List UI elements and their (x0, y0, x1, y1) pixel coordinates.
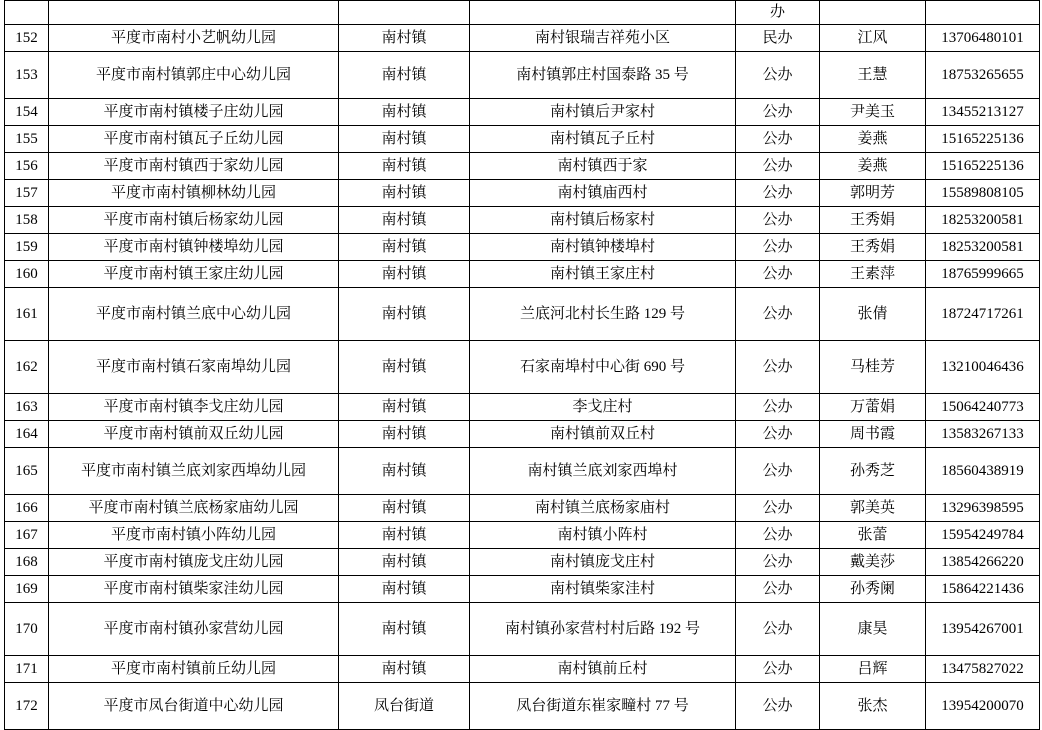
cell-town: 南村镇 (339, 207, 470, 234)
cell-phone (926, 1, 1040, 25)
cell-phone: 13455213127 (926, 99, 1040, 126)
cell-name (49, 1, 339, 25)
cell-type: 公办 (736, 549, 820, 576)
cell-index: 161 (5, 288, 49, 341)
cell-type: 公办 (736, 126, 820, 153)
table-row (5, 576, 1040, 603)
cell-type: 公办 (736, 421, 820, 448)
cell-town: 南村镇 (339, 261, 470, 288)
cell-town: 南村镇 (339, 394, 470, 421)
table-row (5, 603, 1040, 656)
cell-town: 南村镇 (339, 549, 470, 576)
cell-name: 平度市南村镇石家南埠幼儿园 (49, 341, 339, 394)
cell-town: 南村镇 (339, 341, 470, 394)
cell-address: 南村镇后杨家村 (470, 207, 736, 234)
cell-address: 南村镇后尹家村 (470, 99, 736, 126)
cell-principal: 马桂芳 (820, 341, 926, 394)
cell-name: 平度市南村镇钟楼埠幼儿园 (49, 234, 339, 261)
cell-type: 公办 (736, 448, 820, 495)
cell-address: 南村银瑞吉祥苑小区 (470, 25, 736, 52)
kindergarten-registry-table (4, 0, 1040, 730)
cell-type: 民办 (736, 25, 820, 52)
cell-address: 南村镇钟楼埠村 (470, 234, 736, 261)
table-row (5, 341, 1040, 394)
cell-principal: 江风 (820, 25, 926, 52)
cell-index: 168 (5, 549, 49, 576)
table-row (5, 261, 1040, 288)
table-row (5, 448, 1040, 495)
cell-address: 南村镇前双丘村 (470, 421, 736, 448)
cell-principal: 万蕾娟 (820, 394, 926, 421)
cell-town: 南村镇 (339, 421, 470, 448)
table-row (5, 234, 1040, 261)
cell-type: 公办 (736, 288, 820, 341)
cell-town: 南村镇 (339, 448, 470, 495)
cell-principal: 康昊 (820, 603, 926, 656)
cell-principal: 姜燕 (820, 126, 926, 153)
cell-index: 169 (5, 576, 49, 603)
cell-address: 南村镇兰底刘家西埠村 (470, 448, 736, 495)
cell-phone: 15064240773 (926, 394, 1040, 421)
cell-name: 平度市南村镇李戈庄幼儿园 (49, 394, 339, 421)
cell-name: 平度市南村镇楼子庄幼儿园 (49, 99, 339, 126)
cell-town: 南村镇 (339, 234, 470, 261)
cell-name: 平度市南村镇王家庄幼儿园 (49, 261, 339, 288)
cell-address: 南村镇王家庄村 (470, 261, 736, 288)
cell-town: 南村镇 (339, 126, 470, 153)
cell-address: 南村镇庞戈庄村 (470, 549, 736, 576)
table-row-partial (5, 1, 1040, 25)
cell-principal: 张杰 (820, 683, 926, 730)
table-row (5, 207, 1040, 234)
cell-type: 公办 (736, 234, 820, 261)
cell-address: 南村镇柴家洼村 (470, 576, 736, 603)
table-row (5, 99, 1040, 126)
cell-town: 南村镇 (339, 25, 470, 52)
cell-name: 平度市南村镇兰底刘家西埠幼儿园 (49, 448, 339, 495)
cell-principal: 王慧 (820, 52, 926, 99)
cell-principal: 孙秀阑 (820, 576, 926, 603)
cell-town: 南村镇 (339, 288, 470, 341)
cell-address: 石家南埠村中心街 690 号 (470, 341, 736, 394)
cell-index: 152 (5, 25, 49, 52)
cell-phone: 13854266220 (926, 549, 1040, 576)
cell-index: 163 (5, 394, 49, 421)
cell-town: 凤台街道 (339, 683, 470, 730)
cell-type: 办 (736, 1, 820, 25)
cell-type: 公办 (736, 261, 820, 288)
cell-type: 公办 (736, 656, 820, 683)
cell-principal: 王秀娟 (820, 234, 926, 261)
cell-address: 南村镇孙家营村村后路 192 号 (470, 603, 736, 656)
cell-index (5, 1, 49, 25)
cell-name: 平度市南村镇后杨家幼儿园 (49, 207, 339, 234)
cell-phone: 18253200581 (926, 234, 1040, 261)
cell-type: 公办 (736, 576, 820, 603)
cell-type: 公办 (736, 683, 820, 730)
cell-principal: 张蕾 (820, 522, 926, 549)
cell-phone: 13954200070 (926, 683, 1040, 730)
cell-phone: 18724717261 (926, 288, 1040, 341)
cell-name: 平度市南村镇庞戈庄幼儿园 (49, 549, 339, 576)
cell-name: 平度市南村镇柴家洼幼儿园 (49, 576, 339, 603)
table-row (5, 288, 1040, 341)
cell-type: 公办 (736, 99, 820, 126)
table-row (5, 180, 1040, 207)
cell-index: 160 (5, 261, 49, 288)
cell-town (339, 1, 470, 25)
cell-phone: 18753265655 (926, 52, 1040, 99)
cell-town: 南村镇 (339, 52, 470, 99)
cell-principal: 郭美英 (820, 495, 926, 522)
cell-address: 南村镇瓦子丘村 (470, 126, 736, 153)
cell-index: 162 (5, 341, 49, 394)
cell-address: 李戈庄村 (470, 394, 736, 421)
cell-phone: 13954267001 (926, 603, 1040, 656)
cell-town: 南村镇 (339, 522, 470, 549)
cell-principal: 周书霞 (820, 421, 926, 448)
cell-town: 南村镇 (339, 576, 470, 603)
cell-phone: 18765999665 (926, 261, 1040, 288)
cell-index: 166 (5, 495, 49, 522)
cell-address (470, 1, 736, 25)
cell-address: 南村镇西于家 (470, 153, 736, 180)
cell-index: 172 (5, 683, 49, 730)
cell-address: 凤台街道东崔家疃村 77 号 (470, 683, 736, 730)
table-row (5, 549, 1040, 576)
cell-address: 南村镇郭庄村国泰路 35 号 (470, 52, 736, 99)
cell-town: 南村镇 (339, 603, 470, 656)
cell-name: 平度市南村镇郭庄中心幼儿园 (49, 52, 339, 99)
cell-phone: 15165225136 (926, 153, 1040, 180)
cell-phone: 13296398595 (926, 495, 1040, 522)
cell-principal: 张倩 (820, 288, 926, 341)
cell-index: 167 (5, 522, 49, 549)
cell-principal: 姜燕 (820, 153, 926, 180)
cell-town: 南村镇 (339, 656, 470, 683)
cell-name: 平度市南村镇兰底中心幼儿园 (49, 288, 339, 341)
cell-index: 170 (5, 603, 49, 656)
cell-principal: 吕辉 (820, 656, 926, 683)
cell-index: 154 (5, 99, 49, 126)
table-row (5, 421, 1040, 448)
table-row (5, 153, 1040, 180)
cell-index: 165 (5, 448, 49, 495)
cell-name: 平度市凤台街道中心幼儿园 (49, 683, 339, 730)
cell-index: 164 (5, 421, 49, 448)
cell-phone: 13583267133 (926, 421, 1040, 448)
cell-principal: 尹美玉 (820, 99, 926, 126)
cell-name: 平度市南村镇柳林幼儿园 (49, 180, 339, 207)
cell-phone: 13706480101 (926, 25, 1040, 52)
table-row (5, 126, 1040, 153)
cell-phone: 15165225136 (926, 126, 1040, 153)
cell-town: 南村镇 (339, 495, 470, 522)
cell-principal: 郭明芳 (820, 180, 926, 207)
cell-principal: 王素萍 (820, 261, 926, 288)
cell-phone: 15864221436 (926, 576, 1040, 603)
table-row (5, 683, 1040, 730)
cell-phone: 15954249784 (926, 522, 1040, 549)
cell-index: 158 (5, 207, 49, 234)
cell-address: 南村镇兰底杨家庙村 (470, 495, 736, 522)
cell-type: 公办 (736, 522, 820, 549)
table-row (5, 394, 1040, 421)
cell-phone: 18560438919 (926, 448, 1040, 495)
cell-type: 公办 (736, 394, 820, 421)
cell-principal: 孙秀芝 (820, 448, 926, 495)
cell-town: 南村镇 (339, 180, 470, 207)
cell-index: 153 (5, 52, 49, 99)
cell-type: 公办 (736, 495, 820, 522)
cell-index: 159 (5, 234, 49, 261)
cell-type: 公办 (736, 341, 820, 394)
cell-town: 南村镇 (339, 153, 470, 180)
cell-index: 171 (5, 656, 49, 683)
table-body (5, 1, 1040, 730)
cell-type: 公办 (736, 207, 820, 234)
cell-index: 156 (5, 153, 49, 180)
cell-index: 155 (5, 126, 49, 153)
cell-type: 公办 (736, 603, 820, 656)
cell-address: 南村镇庙西村 (470, 180, 736, 207)
cell-phone: 18253200581 (926, 207, 1040, 234)
cell-phone: 13210046436 (926, 341, 1040, 394)
table-row (5, 52, 1040, 99)
cell-name: 平度市南村小艺帆幼儿园 (49, 25, 339, 52)
cell-name: 平度市南村镇孙家营幼儿园 (49, 603, 339, 656)
cell-name: 平度市南村镇前丘幼儿园 (49, 656, 339, 683)
cell-principal (820, 1, 926, 25)
cell-phone: 15589808105 (926, 180, 1040, 207)
cell-address: 兰底河北村长生路 129 号 (470, 288, 736, 341)
cell-type: 公办 (736, 52, 820, 99)
cell-name: 平度市南村镇前双丘幼儿园 (49, 421, 339, 448)
table-row (5, 25, 1040, 52)
cell-address: 南村镇前丘村 (470, 656, 736, 683)
cell-index: 157 (5, 180, 49, 207)
cell-name: 平度市南村镇小阵幼儿园 (49, 522, 339, 549)
cell-town: 南村镇 (339, 99, 470, 126)
cell-principal: 戴美莎 (820, 549, 926, 576)
cell-phone: 13475827022 (926, 656, 1040, 683)
table-row (5, 522, 1040, 549)
cell-principal: 王秀娟 (820, 207, 926, 234)
cell-name: 平度市南村镇瓦子丘幼儿园 (49, 126, 339, 153)
cell-type: 公办 (736, 153, 820, 180)
table-row (5, 495, 1040, 522)
cell-address: 南村镇小阵村 (470, 522, 736, 549)
cell-type: 公办 (736, 180, 820, 207)
cell-name: 平度市南村镇兰底杨家庙幼儿园 (49, 495, 339, 522)
cell-name: 平度市南村镇西于家幼儿园 (49, 153, 339, 180)
